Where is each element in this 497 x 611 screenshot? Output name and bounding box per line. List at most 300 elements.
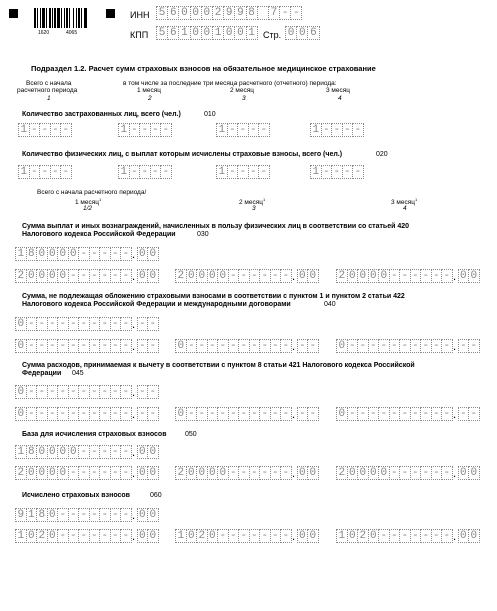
char-cell: - — [227, 165, 239, 179]
int-char-cell: - — [249, 529, 261, 543]
int-char-cell: - — [99, 247, 111, 261]
int-char-cell: 0 — [217, 466, 229, 480]
char-cell: - — [321, 165, 333, 179]
row-040-m1 — [15, 339, 158, 353]
char-cell: 0 — [234, 26, 246, 40]
kpp-label: КПП — [130, 30, 149, 40]
dec-char-cell: 0 — [468, 466, 480, 480]
int-char-cell: - — [228, 339, 240, 353]
int-char-cell: - — [431, 466, 443, 480]
char-cell: 1 — [216, 165, 228, 179]
int-char-cell: - — [26, 385, 38, 399]
int-char-cell: - — [357, 407, 369, 421]
int-char-cell: - — [431, 407, 443, 421]
int-char-cell: - — [99, 385, 111, 399]
char-cell: - — [237, 123, 249, 137]
row-050-label: База для исчисления страховых взносов — [22, 431, 167, 438]
int-char-cell: 0 — [15, 339, 27, 353]
int-char-cell: 1 — [175, 529, 187, 543]
int-char-cell: 0 — [196, 269, 208, 283]
int-char-cell: - — [410, 407, 422, 421]
int-char-cell: - — [89, 407, 101, 421]
int-char-cell: - — [399, 466, 411, 480]
char-cell: - — [279, 6, 291, 20]
int-char-cell: - — [120, 339, 132, 353]
int-char-cell: 0 — [175, 339, 187, 353]
int-char-cell: 0 — [378, 466, 390, 480]
int-char-cell: - — [196, 339, 208, 353]
barcode — [34, 8, 88, 28]
int-char-cell: 1 — [15, 247, 27, 261]
char-cell: - — [321, 123, 333, 137]
char-cell: 1 — [246, 26, 258, 40]
int-char-cell: - — [78, 466, 90, 480]
int-char-cell: - — [259, 407, 271, 421]
row-050-m2 — [175, 466, 318, 480]
char-cell: - — [150, 165, 162, 179]
decimal-separator: . — [452, 466, 457, 480]
int-char-cell: - — [410, 529, 422, 543]
int-char-cell: 2 — [357, 529, 369, 543]
int-char-cell: 0 — [207, 466, 219, 480]
barcode-bar — [87, 8, 88, 28]
int-char-cell: 0 — [47, 529, 59, 543]
int-char-cell: - — [217, 339, 229, 353]
int-char-cell: - — [249, 407, 261, 421]
int-char-cell: 0 — [347, 269, 359, 283]
int-char-cell: - — [99, 339, 111, 353]
int-char-cell: - — [120, 317, 132, 331]
int-char-cell: 0 — [186, 269, 198, 283]
int-char-cell: 0 — [47, 508, 59, 522]
char-cell: - — [139, 123, 151, 137]
dec-char-cell: - — [137, 385, 149, 399]
int-char-cell: 1 — [336, 529, 348, 543]
int-char-cell: - — [431, 339, 443, 353]
char-cell: 0 — [201, 26, 213, 40]
int-char-cell: 0 — [57, 445, 69, 459]
int-char-cell: - — [57, 529, 69, 543]
decimal-separator: . — [452, 269, 457, 283]
int-char-cell: - — [89, 269, 101, 283]
int-char-cell: - — [420, 269, 432, 283]
decimal-separator: . — [291, 466, 296, 480]
row-040-m2 — [175, 339, 318, 353]
dec-char-cell: 0 — [468, 269, 480, 283]
int-char-cell: - — [110, 445, 122, 459]
char-cell: 0 — [178, 6, 190, 20]
char-cell: - — [331, 165, 343, 179]
page-field — [285, 26, 319, 40]
int-char-cell: 0 — [368, 466, 380, 480]
char-cell: 6 — [307, 26, 319, 40]
int-char-cell: 2 — [196, 529, 208, 543]
char-cell: 1 — [310, 123, 322, 137]
dec-char-cell: - — [137, 407, 149, 421]
int-char-cell: - — [120, 508, 132, 522]
dec-char-cell: - — [147, 385, 159, 399]
int-char-cell: - — [196, 407, 208, 421]
int-char-cell: 0 — [207, 529, 219, 543]
row-040-label-2: Налогового кодекса Российской Федерации и международными договорами — [22, 301, 291, 308]
int-char-cell: - — [228, 529, 240, 543]
int-char-cell: - — [78, 247, 90, 261]
int-char-cell: - — [249, 339, 261, 353]
char-cell: - — [60, 123, 72, 137]
int-char-cell: - — [99, 407, 111, 421]
int-char-cell: - — [120, 385, 132, 399]
col2-m1: 1 месяц$^1$ — [75, 197, 102, 207]
char-cell: 6 — [167, 26, 179, 40]
int-char-cell: - — [238, 407, 250, 421]
int-char-cell: - — [68, 385, 80, 399]
row-010-m1 — [118, 123, 171, 137]
int-char-cell: 2 — [15, 269, 27, 283]
int-char-cell: - — [78, 269, 90, 283]
col2-m1-num: 1/2 — [83, 205, 93, 212]
int-char-cell: 0 — [368, 529, 380, 543]
char-cell: - — [29, 165, 41, 179]
int-char-cell: - — [399, 269, 411, 283]
col-since-start-num: 1 — [47, 95, 51, 102]
row-050-code: 050 — [185, 431, 197, 438]
int-char-cell: - — [238, 269, 250, 283]
col-m2-num: 3 — [242, 95, 246, 102]
kpp-field — [156, 26, 257, 40]
decimal-separator: . — [131, 385, 136, 399]
dec-char-cell: 0 — [297, 529, 309, 543]
int-char-cell: - — [57, 339, 69, 353]
int-char-cell: - — [47, 317, 59, 331]
int-char-cell: 0 — [36, 466, 48, 480]
int-char-cell: - — [99, 508, 111, 522]
int-char-cell: - — [270, 339, 282, 353]
char-cell: 0 — [190, 6, 202, 20]
dec-char-cell: 0 — [297, 269, 309, 283]
int-char-cell: - — [270, 529, 282, 543]
int-char-cell: 2 — [336, 466, 348, 480]
char-cell: - — [129, 165, 141, 179]
decimal-separator: . — [452, 339, 457, 353]
int-char-cell: - — [431, 269, 443, 283]
int-char-cell: - — [68, 339, 80, 353]
int-char-cell: - — [47, 407, 59, 421]
corner-marker-right — [106, 9, 115, 18]
int-char-cell: - — [389, 407, 401, 421]
char-cell: - — [258, 123, 270, 137]
int-char-cell: - — [47, 339, 59, 353]
int-char-cell: 8 — [26, 445, 38, 459]
int-char-cell: - — [441, 339, 453, 353]
char-cell: - — [352, 165, 364, 179]
char-cell: - — [331, 123, 343, 137]
int-char-cell: - — [68, 269, 80, 283]
dec-char-cell: 0 — [307, 466, 319, 480]
row-010-m3 — [310, 123, 363, 137]
char-cell: - — [290, 6, 302, 20]
int-char-cell: - — [357, 339, 369, 353]
dec-char-cell: - — [307, 407, 319, 421]
int-char-cell: 2 — [336, 269, 348, 283]
int-char-cell: - — [110, 466, 122, 480]
int-char-cell: - — [99, 529, 111, 543]
int-char-cell: 0 — [186, 529, 198, 543]
char-cell: - — [248, 123, 260, 137]
int-char-cell: - — [420, 407, 432, 421]
dec-char-cell: 0 — [147, 508, 159, 522]
int-char-cell: - — [420, 339, 432, 353]
int-char-cell: - — [228, 269, 240, 283]
int-char-cell: - — [378, 407, 390, 421]
decimal-separator: . — [131, 317, 136, 331]
int-char-cell: - — [347, 407, 359, 421]
int-char-cell: 8 — [36, 508, 48, 522]
dec-char-cell: - — [458, 339, 470, 353]
int-char-cell: 0 — [47, 445, 59, 459]
int-char-cell: - — [89, 385, 101, 399]
int-char-cell: - — [68, 508, 80, 522]
dec-char-cell: - — [147, 317, 159, 331]
int-char-cell: 0 — [368, 269, 380, 283]
char-cell: - — [39, 123, 51, 137]
dec-char-cell: - — [297, 339, 309, 353]
row-050-total — [15, 445, 158, 459]
int-char-cell: - — [36, 407, 48, 421]
int-char-cell: - — [420, 529, 432, 543]
int-char-cell: - — [270, 269, 282, 283]
row-045-total — [15, 385, 158, 399]
row-045-label-2: Федерации — [22, 370, 62, 377]
row-060-label: Исчислено страховых взносов — [22, 492, 130, 499]
char-cell: - — [60, 165, 72, 179]
dec-char-cell: 0 — [147, 247, 159, 261]
int-char-cell: - — [99, 317, 111, 331]
dec-char-cell: 0 — [307, 529, 319, 543]
row-045-m3 — [336, 407, 479, 421]
row-045-label-1: Сумма расходов, принимаемая к вычету в соответствии с пунктом 8 статьи 421 Налогового кодекса Российской — [22, 362, 415, 369]
int-char-cell: - — [110, 269, 122, 283]
col2-m2-num: 3 — [252, 205, 256, 212]
col2-since-start: Всего с начала расчетного периода/ — [37, 189, 147, 196]
char-cell: 0 — [190, 26, 202, 40]
int-char-cell: - — [270, 407, 282, 421]
int-char-cell: - — [280, 529, 292, 543]
int-char-cell: - — [57, 385, 69, 399]
int-char-cell: - — [36, 317, 48, 331]
int-char-cell: 0 — [347, 466, 359, 480]
decimal-separator: . — [131, 339, 136, 353]
int-char-cell: - — [57, 508, 69, 522]
int-char-cell: 0 — [357, 269, 369, 283]
int-char-cell: 0 — [15, 317, 27, 331]
inn-label: ИНН — [130, 10, 150, 20]
decimal-separator: . — [131, 269, 136, 283]
row-010-code: 010 — [204, 111, 216, 118]
char-cell: - — [248, 165, 260, 179]
row-030-m3 — [336, 269, 479, 283]
dec-char-cell: 0 — [307, 269, 319, 283]
row-040-label-1: Сумма, не подлежащая обложению страховыми взносами в соответствии с пунктом 1 и пунктом 2 статьи 422 — [22, 293, 405, 300]
int-char-cell: - — [280, 466, 292, 480]
int-char-cell: 0 — [26, 466, 38, 480]
int-char-cell: - — [120, 529, 132, 543]
char-cell: - — [352, 123, 364, 137]
int-char-cell: 0 — [175, 407, 187, 421]
int-char-cell: 0 — [36, 269, 48, 283]
int-char-cell: - — [186, 407, 198, 421]
dec-char-cell: - — [307, 339, 319, 353]
int-char-cell: - — [110, 317, 122, 331]
decimal-separator: . — [452, 407, 457, 421]
int-char-cell: - — [99, 445, 111, 459]
int-char-cell: - — [347, 339, 359, 353]
row-060-code: 060 — [150, 492, 162, 499]
int-char-cell: 1 — [26, 508, 38, 522]
row-020-label: Количество физических лиц, с выплат которым исчислены страховые взносы, всего (чел.) — [22, 151, 343, 158]
corner-marker-left — [9, 9, 18, 18]
decimal-separator: . — [131, 247, 136, 261]
char-cell: 5 — [156, 26, 168, 40]
int-char-cell: - — [89, 508, 101, 522]
decimal-separator: . — [131, 529, 136, 543]
int-char-cell: - — [120, 269, 132, 283]
int-char-cell: 0 — [47, 466, 59, 480]
row-060-m2 — [175, 529, 318, 543]
char-cell: - — [160, 165, 172, 179]
int-char-cell: - — [89, 247, 101, 261]
int-char-cell: - — [78, 445, 90, 459]
col-m2: 2 месяц — [230, 87, 254, 94]
dec-char-cell: - — [137, 317, 149, 331]
int-char-cell: - — [110, 385, 122, 399]
int-char-cell: - — [110, 339, 122, 353]
int-char-cell: - — [441, 529, 453, 543]
char-cell: 1 — [212, 26, 224, 40]
char-cell: 7 — [268, 6, 280, 20]
int-char-cell: 0 — [378, 269, 390, 283]
int-char-cell: - — [78, 407, 90, 421]
int-char-cell: - — [89, 529, 101, 543]
int-char-cell: - — [68, 407, 80, 421]
dec-char-cell: 0 — [468, 529, 480, 543]
char-cell: 2 — [212, 6, 224, 20]
row-030-m1 — [15, 269, 158, 283]
int-char-cell: - — [280, 407, 292, 421]
row-010-label: Количество застрахованных лиц, всего (чел.) — [22, 111, 181, 118]
int-char-cell: - — [78, 339, 90, 353]
int-char-cell: 0 — [357, 466, 369, 480]
int-char-cell: - — [249, 466, 261, 480]
row-045-code: 045 — [72, 370, 84, 377]
char-cell: - — [50, 165, 62, 179]
char-cell: - — [227, 123, 239, 137]
int-char-cell: 2 — [36, 529, 48, 543]
row-030-label-2: Налогового кодекса Российской Федерации — [22, 231, 176, 238]
dec-char-cell: - — [147, 339, 159, 353]
int-char-cell: - — [110, 407, 122, 421]
col2-m2: 2 месяц$^1$ — [239, 197, 266, 207]
dec-char-cell: - — [468, 339, 480, 353]
int-char-cell: - — [441, 269, 453, 283]
decimal-separator: . — [291, 339, 296, 353]
int-char-cell: 0 — [47, 247, 59, 261]
int-char-cell: 0 — [57, 269, 69, 283]
int-char-cell: - — [36, 339, 48, 353]
int-char-cell: - — [378, 339, 390, 353]
dec-char-cell: 0 — [458, 269, 470, 283]
int-char-cell: - — [420, 466, 432, 480]
int-char-cell: - — [89, 339, 101, 353]
dec-char-cell: 0 — [147, 466, 159, 480]
int-char-cell: - — [228, 407, 240, 421]
int-char-cell: - — [441, 407, 453, 421]
int-char-cell: - — [368, 407, 380, 421]
int-char-cell: - — [217, 407, 229, 421]
char-cell: 1 — [310, 165, 322, 179]
int-char-cell: - — [68, 529, 80, 543]
int-char-cell: 0 — [68, 445, 80, 459]
dec-char-cell: 0 — [147, 269, 159, 283]
row-030-m2 — [175, 269, 318, 283]
int-char-cell: 0 — [26, 529, 38, 543]
row-020-code: 020 — [376, 151, 388, 158]
int-char-cell: - — [89, 317, 101, 331]
dec-char-cell: 0 — [147, 529, 159, 543]
int-char-cell: - — [89, 445, 101, 459]
int-char-cell: - — [238, 339, 250, 353]
int-char-cell: 0 — [68, 247, 80, 261]
char-cell: 1 — [178, 26, 190, 40]
int-char-cell: 0 — [186, 466, 198, 480]
char-cell: 6 — [167, 6, 179, 20]
char-cell: - — [160, 123, 172, 137]
char-cell: 1 — [216, 123, 228, 137]
decimal-separator: . — [291, 529, 296, 543]
row-030-label-1: Сумма выплат и иных вознаграждений, начисленных в пользу физических лиц в соответствии со статьей 420 — [22, 223, 410, 230]
int-char-cell: 0 — [47, 269, 59, 283]
int-char-cell: - — [228, 466, 240, 480]
int-char-cell: - — [26, 407, 38, 421]
char-cell: - — [342, 165, 354, 179]
char-cell: - — [150, 123, 162, 137]
int-char-cell: 0 — [196, 466, 208, 480]
char-cell: 1 — [18, 123, 30, 137]
int-char-cell: - — [410, 339, 422, 353]
char-cell: 8 — [246, 6, 258, 20]
col-m1-num: 2 — [148, 95, 152, 102]
dec-char-cell: 0 — [137, 269, 149, 283]
decimal-separator: . — [291, 269, 296, 283]
barcode-number-right: 4065 — [66, 30, 78, 36]
int-char-cell: 2 — [175, 269, 187, 283]
dec-char-cell: 0 — [137, 508, 149, 522]
int-char-cell: - — [259, 529, 271, 543]
char-cell: 0 — [285, 26, 297, 40]
int-char-cell: - — [110, 529, 122, 543]
int-char-cell: 0 — [336, 339, 348, 353]
int-char-cell: - — [217, 529, 229, 543]
col-last3-header: в том числе за последние три месяца расчетного (отчетного) периода: — [123, 80, 337, 87]
int-char-cell: - — [26, 339, 38, 353]
int-char-cell: - — [280, 269, 292, 283]
int-char-cell: - — [431, 529, 443, 543]
int-char-cell: - — [270, 466, 282, 480]
col-m1: 1 месяц — [137, 87, 161, 94]
row-030-code: 030 — [197, 231, 209, 238]
int-char-cell: - — [78, 529, 90, 543]
row-020-total — [18, 165, 71, 179]
dec-char-cell: 0 — [458, 466, 470, 480]
